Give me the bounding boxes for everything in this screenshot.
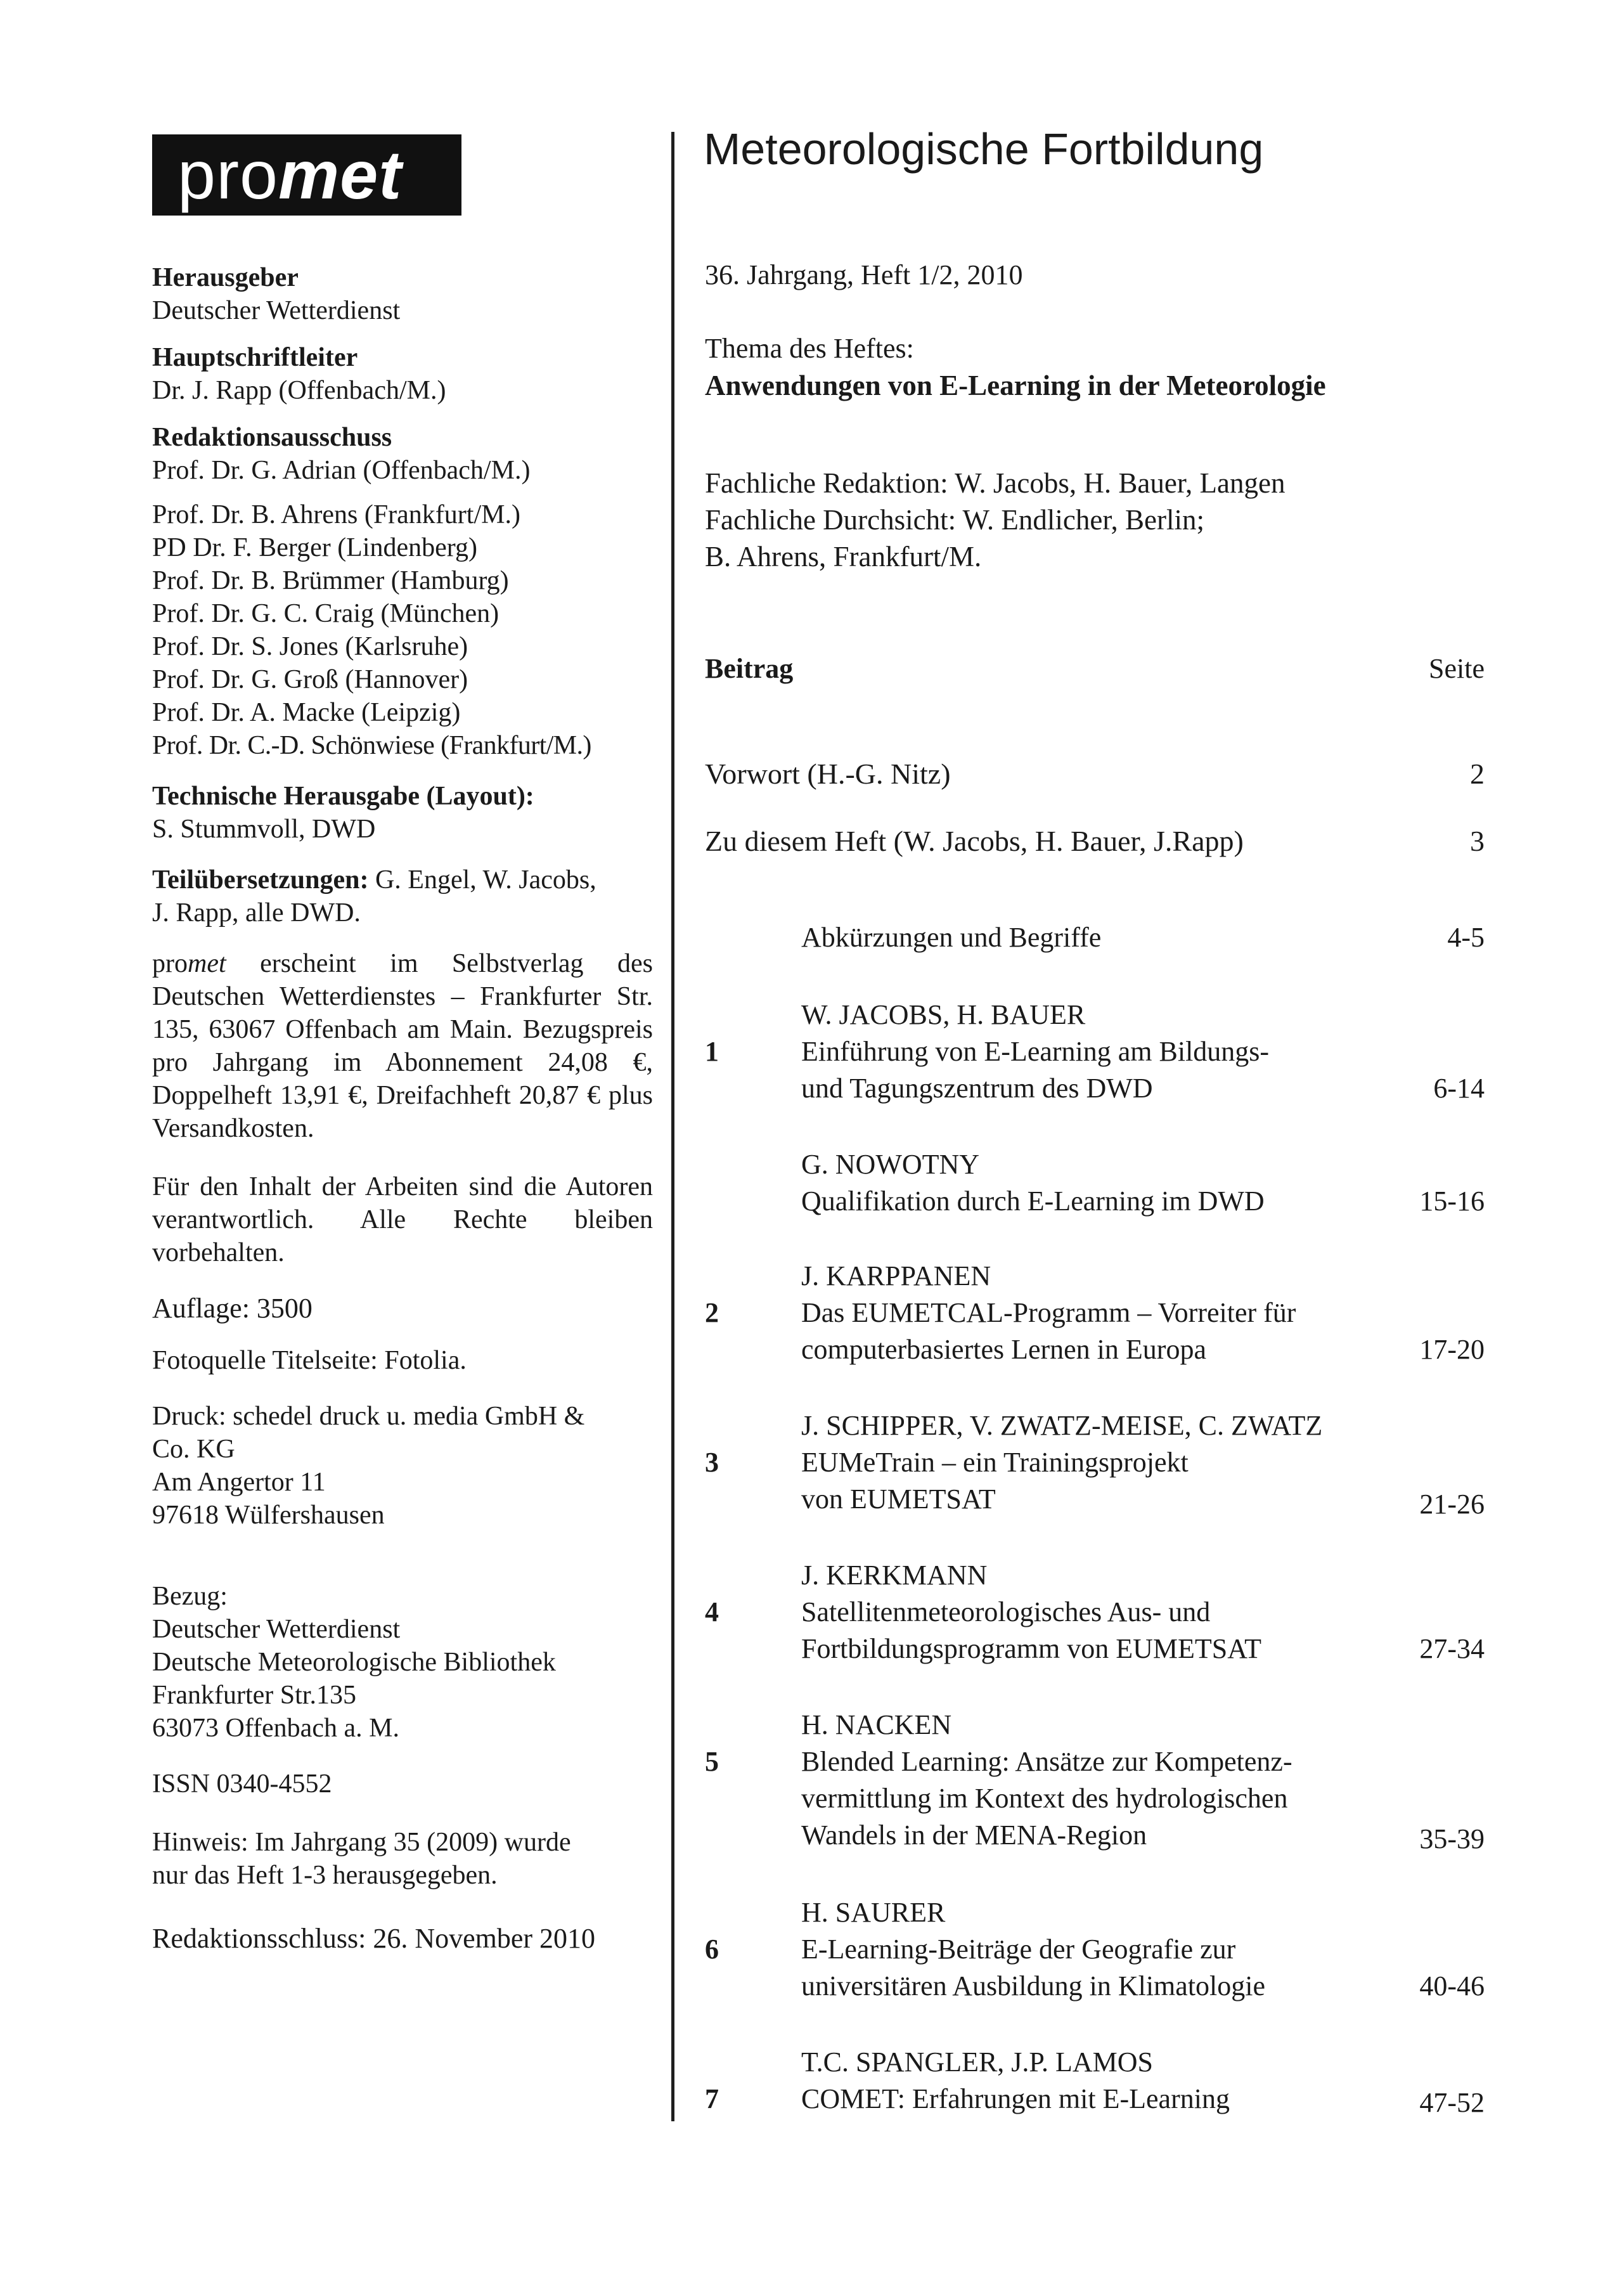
toc-entry-number: 1 xyxy=(705,1036,719,1067)
toc-entry-page: 35-39 xyxy=(1419,1823,1485,1854)
print-line: Am Angertor 11 xyxy=(152,1468,326,1497)
toc-entry-title: EUMeTrain – ein Trainingsprojekt xyxy=(801,1447,1189,1478)
editorial-board-member: Prof. Dr. A. Macke (Leipzig) xyxy=(152,698,461,727)
translations-block xyxy=(152,863,653,929)
toc-header-page: Seite xyxy=(1429,653,1485,684)
toc-entry-author: J. KERKMANN xyxy=(801,1560,988,1591)
subscription-line: Frankfurter Str.135 xyxy=(152,1681,356,1710)
toc-entry-number: 3 xyxy=(705,1447,719,1478)
theme-label: Thema des Heftes: xyxy=(705,333,914,364)
toc-entry-text: Vorwort (H.-G. Nitz) xyxy=(705,758,951,790)
toc-entry-title: Blended Learning: Ansätze zur Kompetenz- xyxy=(801,1746,1292,1777)
toc-entry-author: H. NACKEN xyxy=(801,1709,952,1740)
toc-entry-title: COMET: Erfahrungen mit E-Learning xyxy=(801,2083,1230,2114)
toc-entry-author: J. SCHIPPER, V. ZWATZ-MEISE, C. ZWATZ xyxy=(801,1410,1323,1441)
subscription-line: Deutsche Meteorologische Bibliothek xyxy=(152,1648,556,1677)
print-line: 97618 Wülfershausen xyxy=(152,1501,385,1530)
editorial-board-member: Prof. Dr. G. Groß (Hannover) xyxy=(152,665,468,694)
toc-entry-number: 6 xyxy=(705,1934,719,1965)
issue-info: 36. Jahrgang, Heft 1/2, 2010 xyxy=(705,259,1023,290)
toc-entry-number: 5 xyxy=(705,1746,719,1777)
publishing-paragraph xyxy=(152,947,653,1145)
editorial-board-member: PD Dr. F. Berger (Lindenberg) xyxy=(152,533,478,562)
editorial-board-member: Prof. Dr. B. Ahrens (Frankfurt/M.) xyxy=(152,500,520,529)
toc-entry-title: universitären Ausbildung in Klimatologie xyxy=(801,1970,1266,2001)
toc-entry-title: Einführung von E-Learning am Bildungs- xyxy=(801,1036,1270,1067)
note-line: Hinweis: Im Jahrgang 35 (2009) wurde xyxy=(152,1828,571,1857)
layout-value: S. Stummvoll, DWD xyxy=(152,815,376,844)
note-line: nur das Heft 1-3 herausgegeben. xyxy=(152,1861,498,1890)
layout-block xyxy=(152,780,653,846)
toc-entry-page: 2 xyxy=(1470,758,1485,790)
translations-label: Teilübersetzungen: xyxy=(152,865,369,895)
toc-entry-title: E-Learning-Beiträge der Geografie zur xyxy=(801,1934,1236,1965)
chief-editor-value: Dr. J. Rapp (Offenbach/M.) xyxy=(152,376,446,405)
editorial-deadline xyxy=(152,1922,653,1955)
toc-entry-title: Wandels in der MENA-Region xyxy=(801,1820,1147,1851)
toc-entry-page: 47-52 xyxy=(1419,2087,1485,2118)
rights-info xyxy=(152,1170,653,1269)
toc-entry-page: 17-20 xyxy=(1419,1334,1485,1365)
publisher-label: Herausgeber xyxy=(152,263,299,292)
toc-entry-number: 4 xyxy=(705,1596,719,1627)
circulation xyxy=(152,1292,653,1325)
promet-pro: pro xyxy=(152,949,188,978)
editorial-board-member: Prof. Dr. B. Brümmer (Hamburg) xyxy=(152,566,509,595)
toc-entry-text: Zu diesem Heft (W. Jacobs, H. Bauer, J.Rapp) xyxy=(705,825,1244,857)
imprint-column xyxy=(152,261,653,1969)
toc-entry-page: 15-16 xyxy=(1419,1186,1485,1217)
toc-entry-foreword xyxy=(705,756,1485,792)
toc-entry-page: 40-46 xyxy=(1419,1970,1485,2001)
issn xyxy=(152,1768,653,1800)
toc-entry-author: G. NOWOTNY xyxy=(801,1149,980,1180)
toc-entry-page: 3 xyxy=(1470,825,1485,857)
circulation-text: Auflage: 3500 xyxy=(152,1293,313,1324)
translations-value: G. Engel, W. Jacobs, xyxy=(368,865,596,895)
photo-credit xyxy=(152,1344,653,1377)
toc-entry-number: 2 xyxy=(705,1297,719,1328)
promet-logo xyxy=(152,134,461,216)
toc-entry-title: Satellitenmeteorologisches Aus- und xyxy=(801,1596,1211,1627)
toc-entry-page: 6-14 xyxy=(1433,1073,1485,1104)
subscription-line: 63073 Offenbach a. M. xyxy=(152,1714,399,1743)
layout-label: Technische Herausgabe (Layout): xyxy=(152,782,534,811)
toc-entry-page: 27-34 xyxy=(1419,1633,1485,1664)
toc-header-article: Beitrag xyxy=(705,653,794,684)
toc-entry-page: 4-5 xyxy=(1447,922,1485,953)
toc-entry-author: T.C. SPANGLER, J.P. LAMOS xyxy=(801,2046,1154,2078)
chief-editor-block xyxy=(152,341,653,407)
toc-entry-title: Das EUMETCAL-Programm – Vorreiter für xyxy=(801,1297,1296,1328)
editorial-board-member: Prof. Dr. C.-D. Schönwiese (Frankfurt/M.) xyxy=(152,731,591,760)
issn-text: ISSN 0340-4552 xyxy=(152,1769,332,1799)
toc-entry-title: Qualifikation durch E-Learning im DWD xyxy=(801,1186,1265,1217)
publisher-block xyxy=(152,261,653,327)
toc-header xyxy=(705,650,1485,687)
print-info xyxy=(152,1400,653,1532)
theme-title: Anwendungen von E-Learning in der Meteorologie xyxy=(705,370,1326,401)
toc-entry-author: J. KARPPANEN xyxy=(801,1260,991,1291)
publishing-info xyxy=(152,947,653,1145)
review-line-2: B. Ahrens, Frankfurt/M. xyxy=(705,541,982,572)
editorial-board-member: Prof. Dr. S. Jones (Karlsruhe) xyxy=(152,632,468,661)
toc-entry-page: 21-26 xyxy=(1419,1489,1485,1520)
print-line: Druck: schedel druck u. media GmbH & xyxy=(152,1402,585,1431)
editing-line: Fachliche Redaktion: W. Jacobs, H. Bauer, Langen xyxy=(705,467,1286,499)
editorial-board-member: Prof. Dr. G. Adrian (Offenbach/M.) xyxy=(152,456,531,485)
toc-entry-text: Abkürzungen und Begriffe xyxy=(801,922,1102,953)
editorial-board-label: Redaktionsausschuss xyxy=(152,423,392,452)
subscription-line: Deutscher Wetterdienst xyxy=(152,1615,401,1644)
print-line: Co. KG xyxy=(152,1435,235,1464)
toc-entry-title: vermittlung im Kontext des hydrologischen xyxy=(801,1783,1288,1814)
publisher-value: Deutscher Wetterdienst xyxy=(152,296,401,325)
toc-entry-title: computerbasiertes Lernen in Europa xyxy=(801,1334,1206,1365)
toc-entry-number: 7 xyxy=(705,2083,719,2114)
editorial-board-block xyxy=(152,421,653,762)
translations-value-2: J. Rapp, alle DWD. xyxy=(152,898,361,928)
publishing-text: erscheint im Selbstverlag des Deutschen Wetterdienstes – Frankfurter Str. 135, 63067 Offenbach am Main. Bezugspreis pro Jahrgang im Abonnement 24,08 €, Doppelheft 13,91 €, Dreifachheft 20,87 € plus Versandkosten. xyxy=(152,949,653,1143)
rights-paragraph: Für den Inhalt der Arbeiten sind die Autoren verantwortlich. Alle Rechte bleiben vorbehalten. xyxy=(152,1172,653,1267)
subscription-line: Bezug: xyxy=(152,1582,228,1611)
toc-entry-author: H. SAURER xyxy=(801,1897,946,1928)
translations-line xyxy=(152,863,653,896)
toc-entry-intro xyxy=(705,823,1485,860)
subscription-info xyxy=(152,1580,653,1745)
logo-met: met xyxy=(278,136,403,213)
toc-entry-title: und Tagungszentrum des DWD xyxy=(801,1073,1153,1104)
promet-met: met xyxy=(188,949,226,978)
logo-pro: pro xyxy=(177,136,279,213)
toc-entry-author: W. JACOBS, H. BAUER xyxy=(801,999,1086,1030)
column-divider xyxy=(671,132,674,2121)
editorial-deadline-text: Redaktionsschluss: 26. November 2010 xyxy=(152,1923,596,1954)
toc-entry-title: von EUMETSAT xyxy=(801,1484,996,1515)
photo-credit-text: Fotoquelle Titelseite: Fotolia. xyxy=(152,1346,467,1375)
chief-editor-label: Hauptschriftleiter xyxy=(152,343,358,372)
editorial-board-member: Prof. Dr. G. C. Craig (München) xyxy=(152,599,499,628)
note xyxy=(152,1826,653,1892)
journal-title: Meteorologische Fortbildung xyxy=(704,124,1264,174)
toc-entry-title: Fortbildungsprogramm von EUMETSAT xyxy=(801,1633,1261,1664)
review-line: Fachliche Durchsicht: W. Endlicher, Berlin; xyxy=(705,504,1205,536)
